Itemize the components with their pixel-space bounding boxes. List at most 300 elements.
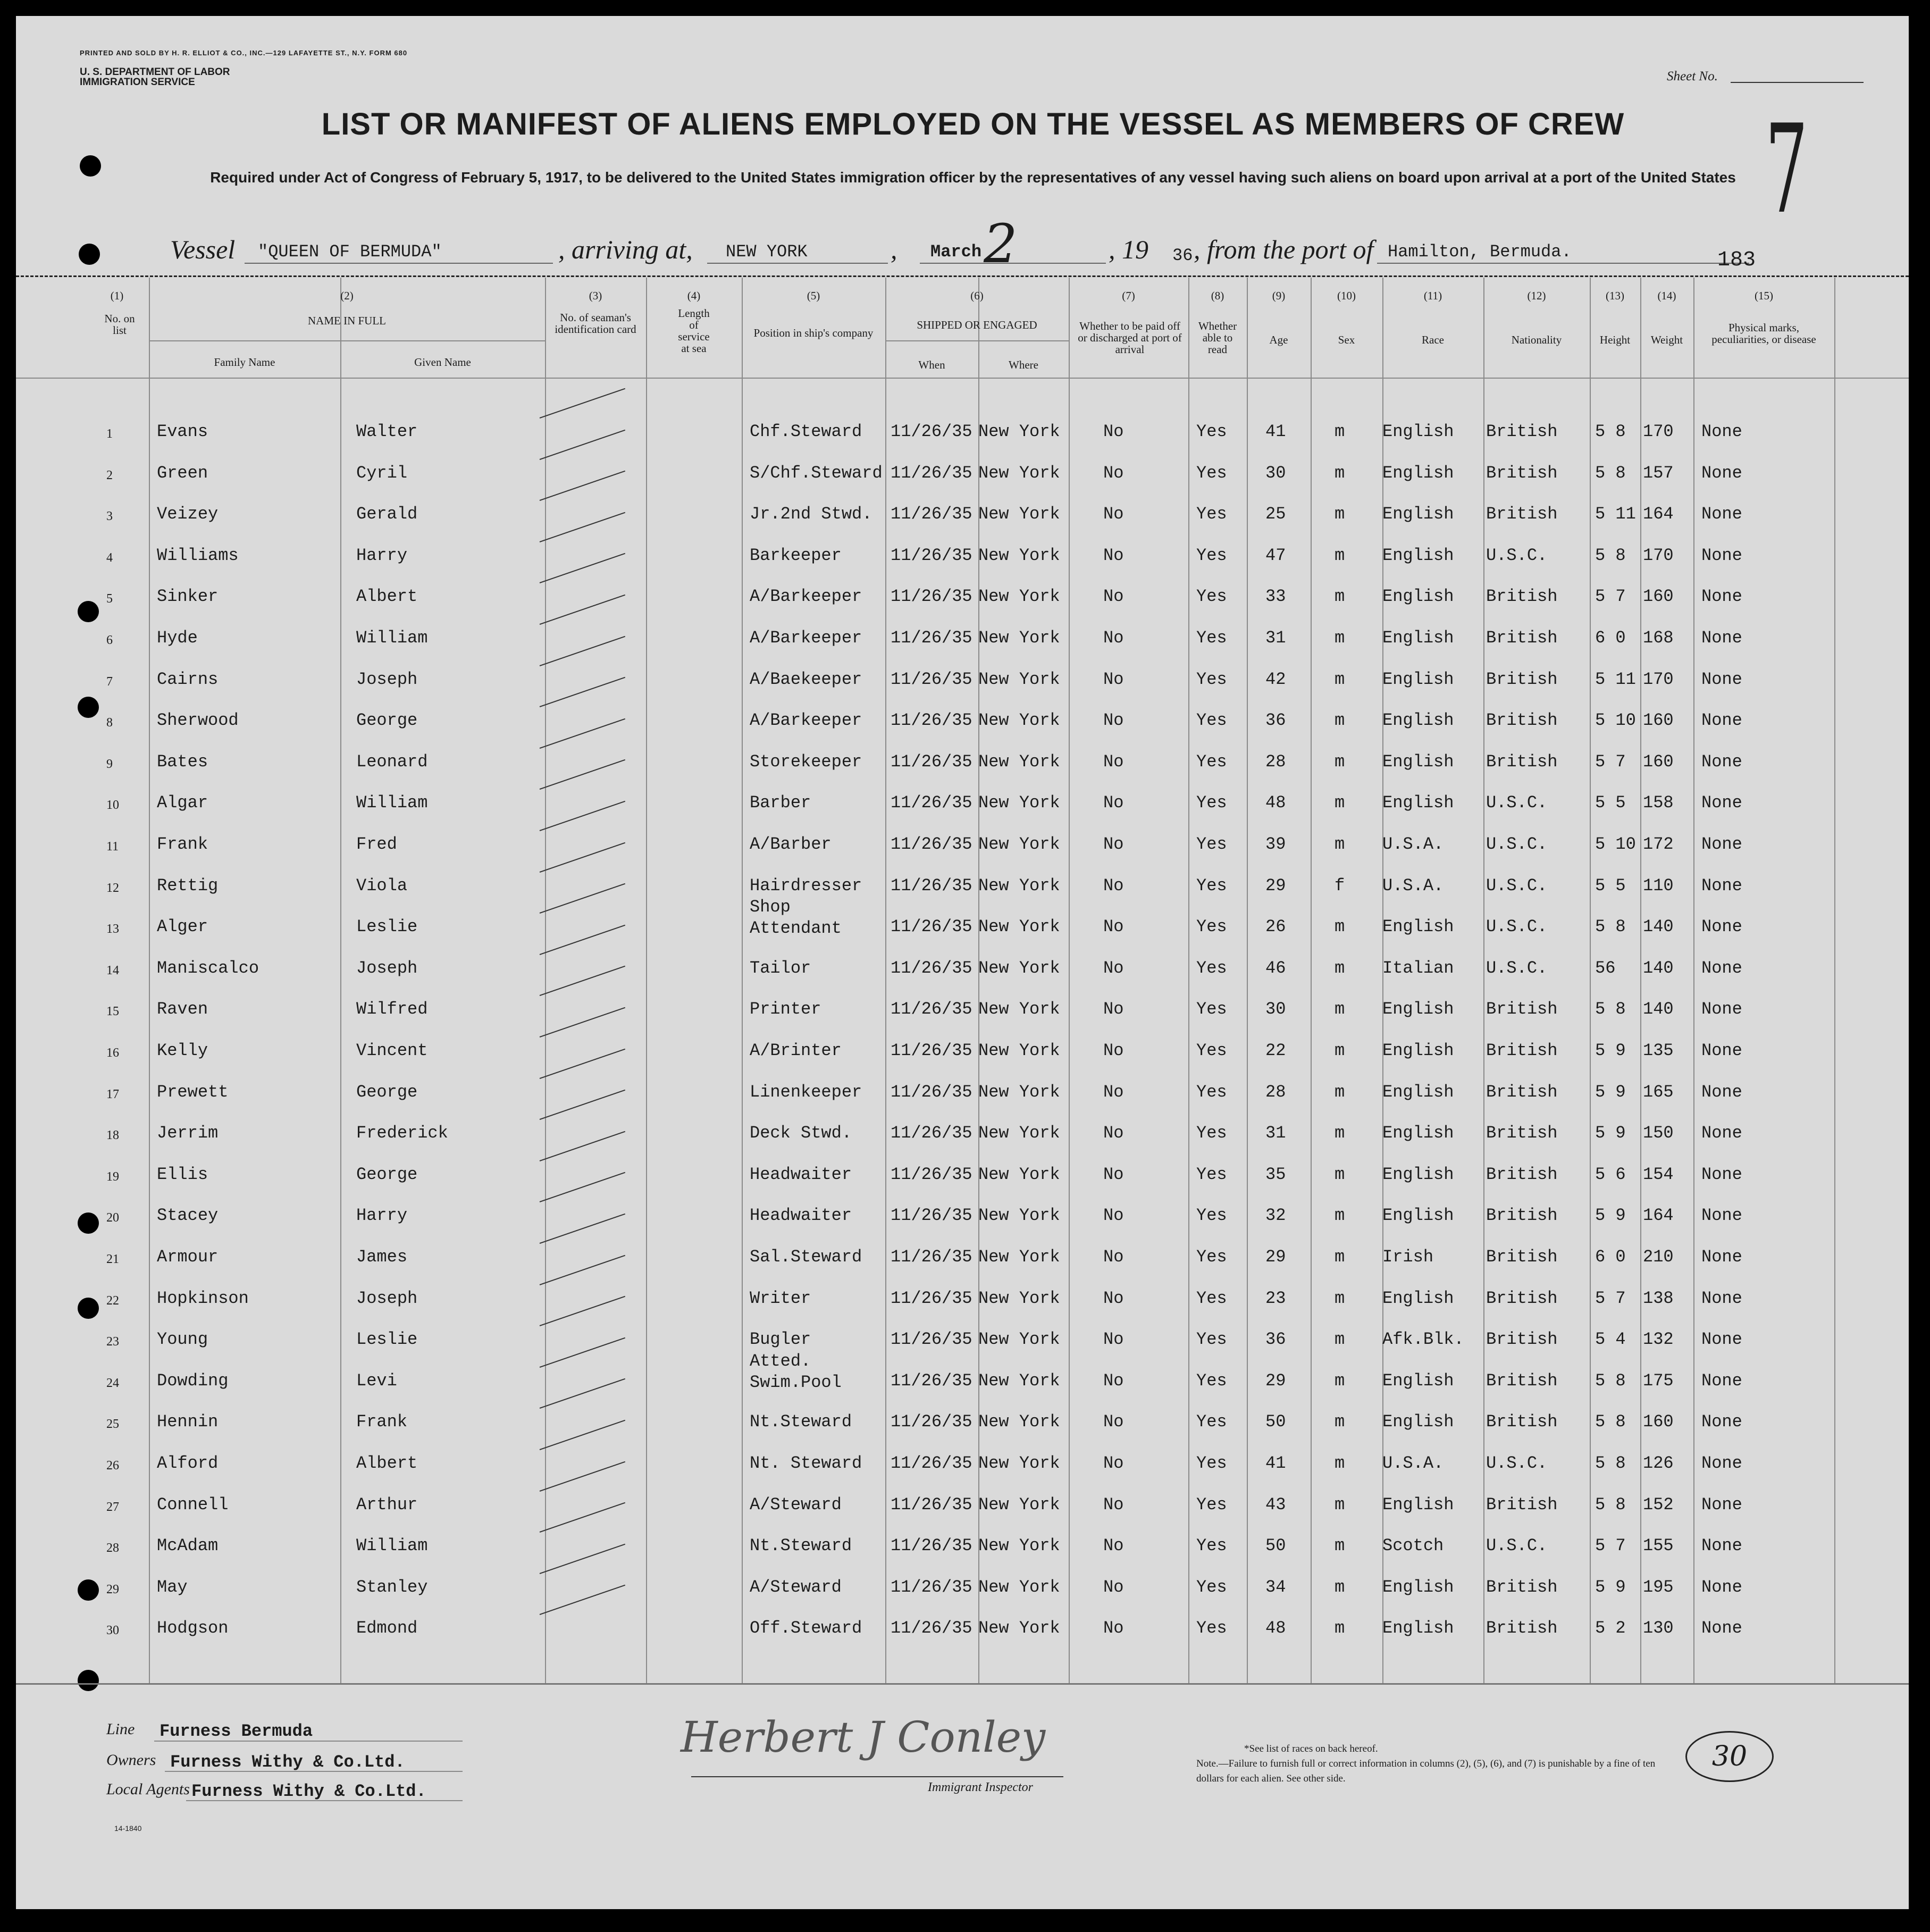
weight: 170: [1643, 422, 1674, 441]
position: Barber: [750, 793, 811, 813]
paid-off: No: [1103, 628, 1124, 648]
paid-off: No: [1103, 669, 1124, 689]
row-number: 2: [106, 468, 113, 482]
nationality: British: [1486, 751, 1558, 772]
position: A/Barkeeper: [750, 587, 862, 607]
id-card-check-mark: [540, 1420, 625, 1450]
family-name: McAdam: [157, 1536, 219, 1556]
col-divider: [1590, 278, 1591, 1683]
col-divider: [149, 278, 150, 1683]
nationality: U.S.C.: [1486, 834, 1548, 854]
id-card-check-mark: [540, 842, 625, 872]
height: 6 0: [1595, 628, 1626, 648]
age: 30: [1265, 463, 1286, 483]
given-name: William: [356, 793, 428, 813]
shipped-where: New York: [978, 1618, 1060, 1638]
shipped-when: 11/26/35: [891, 1329, 972, 1350]
given-name: Stanley: [356, 1577, 428, 1597]
sex: m: [1335, 917, 1345, 937]
race: English: [1382, 1618, 1454, 1638]
position: A/Steward: [750, 1577, 842, 1597]
sex: m: [1335, 1329, 1345, 1350]
punch-hole: [78, 697, 99, 718]
able-to-read: Yes: [1196, 1164, 1227, 1184]
race: English: [1382, 669, 1454, 689]
sex: m: [1335, 834, 1345, 854]
position: Chf.Steward: [750, 422, 862, 441]
arrival-date-line: [920, 263, 1106, 264]
nationality: British: [1486, 1577, 1558, 1597]
shipped-when: 11/26/35: [891, 710, 972, 731]
age: 50: [1265, 1412, 1286, 1432]
given-name: George: [356, 1164, 418, 1184]
col-divider: [1834, 278, 1835, 1683]
given-name: Harry: [356, 1206, 408, 1226]
id-card-check-mark: [540, 1048, 625, 1078]
weight: 138: [1643, 1288, 1674, 1308]
header-bottom-rule: [16, 378, 1909, 379]
nationality: British: [1486, 1370, 1558, 1391]
col8-num: (8): [1211, 289, 1224, 302]
given-name: Joseph: [356, 958, 418, 978]
shipped-when: 11/26/35: [891, 1164, 972, 1184]
able-to-read: Yes: [1196, 1288, 1227, 1308]
line-label: Line: [106, 1720, 135, 1738]
col-divider: [1188, 278, 1189, 1683]
sex: m: [1335, 958, 1345, 978]
service-name: IMMIGRATION SERVICE: [80, 77, 195, 88]
row-number: 28: [106, 1541, 119, 1555]
shipped-where: New York: [978, 628, 1060, 648]
position: Tailor: [750, 958, 811, 978]
id-card-check-mark: [540, 429, 625, 459]
row-number: 10: [106, 798, 119, 813]
able-to-read: Yes: [1196, 422, 1227, 441]
vessel-name-line: [245, 263, 553, 264]
race: English: [1382, 587, 1454, 607]
line-value: Furness Bermuda: [160, 1721, 313, 1741]
age: 30: [1265, 999, 1286, 1019]
id-card-check-mark: [540, 1214, 625, 1244]
paid-off: No: [1103, 504, 1124, 524]
given-name: Joseph: [356, 1288, 418, 1308]
nationality: U.S.C.: [1486, 545, 1548, 565]
race: English: [1382, 710, 1454, 731]
shipped-when: 11/26/35: [891, 628, 972, 648]
family-name: Hopkinson: [157, 1288, 249, 1308]
weight: 140: [1643, 958, 1674, 978]
shipped-when: 11/26/35: [891, 1041, 972, 1060]
row-number: 24: [106, 1376, 119, 1390]
shipped-where: New York: [978, 1536, 1060, 1556]
shipped-when: 11/26/35: [891, 587, 972, 607]
physical-marks: None: [1701, 1164, 1742, 1184]
able-to-read: Yes: [1196, 1123, 1227, 1143]
nationality: British: [1486, 1082, 1558, 1102]
row-number: 22: [106, 1293, 119, 1308]
row-number: 6: [106, 633, 113, 647]
height: 5 7: [1595, 1536, 1626, 1556]
given-name: Vincent: [356, 1041, 428, 1060]
height: 5 8: [1595, 545, 1626, 565]
given-name: Walter: [356, 422, 418, 441]
weight: 154: [1643, 1164, 1674, 1184]
col12-num: (12): [1527, 289, 1546, 302]
inspector-label: Immigrant Inspector: [928, 1780, 1033, 1794]
height: 5 4: [1595, 1329, 1626, 1350]
row-number: 7: [106, 674, 113, 689]
able-to-read: Yes: [1196, 628, 1227, 648]
paid-off: No: [1103, 422, 1124, 441]
able-to-read: Yes: [1196, 587, 1227, 607]
id-card-check-mark: [540, 512, 625, 542]
race: U.S.A.: [1382, 1453, 1444, 1473]
nationality: British: [1486, 1288, 1558, 1308]
family-name: May: [157, 1577, 188, 1597]
col13-num: (13): [1606, 289, 1624, 302]
position: Headwaiter: [750, 1164, 852, 1184]
nationality: British: [1486, 669, 1558, 689]
age: 29: [1265, 875, 1286, 896]
paid-off: No: [1103, 1494, 1124, 1515]
physical-marks: None: [1701, 875, 1742, 896]
col6-num: (6): [970, 289, 984, 302]
shipped-where: New York: [978, 545, 1060, 565]
physical-marks: None: [1701, 628, 1742, 648]
family-name: Hennin: [157, 1412, 219, 1432]
col-divider: [1483, 278, 1484, 1683]
col10-num: (10): [1337, 289, 1356, 302]
given-name: Frank: [356, 1412, 408, 1432]
row-number: 27: [106, 1500, 119, 1514]
able-to-read: Yes: [1196, 1329, 1227, 1350]
id-card-check-mark: [540, 718, 625, 749]
family-name: Rettig: [157, 875, 219, 896]
table-top-border: [16, 275, 1909, 277]
weight: 175: [1643, 1370, 1674, 1391]
year-prefix: , 19: [1109, 235, 1148, 264]
race: English: [1382, 628, 1454, 648]
row-number: 8: [106, 716, 113, 730]
able-to-read: Yes: [1196, 958, 1227, 978]
row-number: 21: [106, 1252, 119, 1266]
owners-label: Owners: [106, 1751, 156, 1769]
paid-off: No: [1103, 1041, 1124, 1060]
position: Printer: [750, 999, 821, 1019]
physical-marks: None: [1701, 710, 1742, 731]
age: 35: [1265, 1164, 1286, 1184]
position: Linenkeeper: [750, 1082, 862, 1102]
position: Hairdresser: [750, 875, 862, 896]
col-divider: [1069, 278, 1070, 1683]
given-name: Harry: [356, 545, 408, 565]
sex: f: [1335, 875, 1345, 896]
shipped-when: 11/26/35: [891, 793, 972, 813]
sex: m: [1335, 710, 1345, 731]
shipped-when: 11/26/35: [891, 545, 972, 565]
col9-num: (9): [1272, 289, 1286, 302]
col7-header: Whether to be paid off or discharged at port of arrival: [1078, 320, 1182, 356]
weight: 150: [1643, 1123, 1674, 1143]
agents-underline: [186, 1800, 463, 1801]
race: English: [1382, 1412, 1454, 1432]
family-name: Stacey: [157, 1206, 219, 1226]
shipped-where: New York: [978, 463, 1060, 483]
arriving-label: , arriving at,: [558, 235, 693, 264]
weight: 135: [1643, 1041, 1674, 1060]
able-to-read: Yes: [1196, 1041, 1227, 1060]
weight: 126: [1643, 1453, 1674, 1473]
able-to-read: Yes: [1196, 463, 1227, 483]
race: English: [1382, 1041, 1454, 1060]
shipped-when: 11/26/35: [891, 834, 972, 854]
physical-marks: None: [1701, 504, 1742, 524]
arrival-day-handwritten: 2: [984, 213, 1018, 275]
physical-marks: None: [1701, 545, 1742, 565]
department-name: U. S. DEPARTMENT OF LABOR: [80, 66, 230, 78]
race: English: [1382, 999, 1454, 1019]
row-number: 16: [106, 1046, 119, 1060]
shipped-when: 11/26/35: [891, 1082, 972, 1102]
id-card-check-mark: [540, 1007, 625, 1038]
sex: m: [1335, 1123, 1345, 1143]
given-name: Fred: [356, 834, 397, 854]
shipped-where: New York: [978, 1412, 1060, 1432]
position: Atted. Swim.Pool: [750, 1351, 842, 1392]
race: English: [1382, 463, 1454, 483]
id-card-check-mark: [540, 1378, 625, 1409]
col-divider: [646, 278, 647, 1683]
shipped-where: New York: [978, 1082, 1060, 1102]
paid-off: No: [1103, 834, 1124, 854]
punch-hole: [78, 1298, 99, 1319]
col10-header: Sex: [1338, 333, 1355, 346]
physical-marks: None: [1701, 751, 1742, 772]
col6-when-header: When: [918, 358, 945, 371]
age: 43: [1265, 1494, 1286, 1515]
race: Italian: [1382, 958, 1454, 978]
weight: 160: [1643, 710, 1674, 731]
sheet-number-line: [1731, 82, 1864, 83]
shipped-where: New York: [978, 1329, 1060, 1350]
physical-marks: None: [1701, 1329, 1742, 1350]
nationality: U.S.C.: [1486, 917, 1548, 937]
able-to-read: Yes: [1196, 1412, 1227, 1432]
age: 50: [1265, 1536, 1286, 1556]
age: 48: [1265, 793, 1286, 813]
col13-header: Height: [1599, 333, 1631, 346]
given-name: Leslie: [356, 1329, 418, 1350]
shipped-header-rule: [885, 340, 1069, 341]
id-card-check-mark: [540, 677, 625, 707]
shipped-when: 11/26/35: [891, 875, 972, 896]
shipped-when: 11/26/35: [891, 422, 972, 441]
row-number: 12: [106, 881, 119, 895]
race: English: [1382, 545, 1454, 565]
penalty-note: Note.—Failure to furnish full or correct information in columns (2), (5), (6), and (7) is punishable by a fine of ten dollars for each alien. See other side.: [1196, 1758, 1656, 1784]
race: English: [1382, 1206, 1454, 1226]
nationality: British: [1486, 1329, 1558, 1350]
vessel-name: "QUEEN OF BERMUDA": [258, 242, 442, 262]
nationality: British: [1486, 422, 1558, 441]
given-name: Frederick: [356, 1123, 448, 1143]
vessel-label: Vessel: [170, 235, 236, 264]
position: Deck Stwd.: [750, 1123, 852, 1143]
paid-off: No: [1103, 958, 1124, 978]
col6-header: SHIPPED OR ENGAGED: [917, 319, 1037, 331]
shipped-when: 11/26/35: [891, 463, 972, 483]
race: Afk.Blk.: [1382, 1329, 1464, 1350]
id-card-check-mark: [540, 759, 625, 790]
physical-marks: None: [1701, 1247, 1742, 1267]
id-card-check-mark: [540, 1585, 625, 1615]
weight: 160: [1643, 1412, 1674, 1432]
given-name: George: [356, 710, 418, 731]
age: 34: [1265, 1577, 1286, 1597]
sex: m: [1335, 1288, 1345, 1308]
sex: m: [1335, 587, 1345, 607]
shipped-when: 11/26/35: [891, 669, 972, 689]
row-number: 29: [106, 1582, 119, 1596]
position: Nt.Steward: [750, 1536, 852, 1556]
age: 28: [1265, 1082, 1286, 1102]
table-bottom-rule: [16, 1683, 1909, 1685]
agents-value: Furness Withy & Co.Ltd.: [191, 1782, 426, 1801]
origin-port: Hamilton, Bermuda.: [1388, 242, 1572, 262]
position: Nt.Steward: [750, 1412, 852, 1432]
shipped-where: New York: [978, 587, 1060, 607]
nationality: U.S.C.: [1486, 875, 1548, 896]
shipped-where: New York: [978, 1206, 1060, 1226]
able-to-read: Yes: [1196, 793, 1227, 813]
weight: 160: [1643, 751, 1674, 772]
nationality: U.S.C.: [1486, 958, 1548, 978]
weight: 158: [1643, 793, 1674, 813]
sex: m: [1335, 463, 1345, 483]
family-name: Sinker: [157, 587, 219, 607]
paid-off: No: [1103, 917, 1124, 937]
age: 23: [1265, 1288, 1286, 1308]
age: 22: [1265, 1041, 1286, 1060]
position: A/Barkeeper: [750, 628, 862, 648]
given-name: Edmond: [356, 1618, 418, 1638]
physical-marks: None: [1701, 1494, 1742, 1515]
weight: 130: [1643, 1618, 1674, 1638]
position: Jr.2nd Stwd.: [750, 504, 872, 524]
id-card-check-mark: [540, 553, 625, 583]
arrival-port-line: [707, 263, 888, 264]
race: English: [1382, 793, 1454, 813]
height: 5 11: [1595, 504, 1636, 524]
nationality: British: [1486, 587, 1558, 607]
family-name: Jerrim: [157, 1123, 219, 1143]
position: Storekeeper: [750, 751, 862, 772]
given-name: James: [356, 1247, 408, 1267]
shipped-where: New York: [978, 1453, 1060, 1473]
height: 5 8: [1595, 1370, 1626, 1391]
paid-off: No: [1103, 793, 1124, 813]
position: A/Barber: [750, 834, 832, 854]
able-to-read: Yes: [1196, 875, 1227, 896]
page-number: 183: [1717, 248, 1756, 272]
shipped-where: New York: [978, 1577, 1060, 1597]
position: Nt. Steward: [750, 1453, 862, 1473]
age: 26: [1265, 917, 1286, 937]
row-number: 25: [106, 1417, 119, 1432]
age: 47: [1265, 545, 1286, 565]
col1-num: (1): [110, 289, 124, 302]
family-name: Bates: [157, 751, 208, 772]
paid-off: No: [1103, 1453, 1124, 1473]
family-name: Raven: [157, 999, 208, 1019]
physical-marks: None: [1701, 1288, 1742, 1308]
document-title: LIST OR MANIFEST OF ALIENS EMPLOYED ON THE VESSEL AS MEMBERS OF CREW: [321, 107, 1625, 141]
position: Headwaiter: [750, 1206, 852, 1226]
height: 5 5: [1595, 875, 1626, 896]
row-number: 9: [106, 757, 113, 771]
height: 6 0: [1595, 1247, 1626, 1267]
paid-off: No: [1103, 1288, 1124, 1308]
race: Scotch: [1382, 1536, 1444, 1556]
nationality: British: [1486, 628, 1558, 648]
height: 5 8: [1595, 422, 1626, 441]
family-name: Kelly: [157, 1041, 208, 1060]
weight: 170: [1643, 669, 1674, 689]
physical-marks: None: [1701, 669, 1742, 689]
id-card-check-mark: [540, 388, 625, 419]
punch-hole: [78, 601, 99, 622]
col14-num: (14): [1657, 289, 1676, 302]
height: 5 8: [1595, 1453, 1626, 1473]
paid-off: No: [1103, 875, 1124, 896]
sex: m: [1335, 1453, 1345, 1473]
id-card-check-mark: [540, 595, 625, 625]
col-divider: [1247, 278, 1248, 1683]
physical-marks: None: [1701, 1536, 1742, 1556]
col2-header: NAME IN FULL: [308, 314, 386, 327]
family-name: Algar: [157, 793, 208, 813]
paid-off: No: [1103, 1123, 1124, 1143]
position: Sal.Steward: [750, 1247, 862, 1267]
col14-header: Weight: [1650, 333, 1683, 346]
sex: m: [1335, 545, 1345, 565]
weight: 164: [1643, 504, 1674, 524]
shipped-when: 11/26/35: [891, 999, 972, 1019]
able-to-read: Yes: [1196, 1082, 1227, 1102]
weight: 168: [1643, 628, 1674, 648]
race: Irish: [1382, 1247, 1434, 1267]
row-number: 11: [106, 840, 119, 854]
position: Barkeeper: [750, 545, 842, 565]
height: 5 11: [1595, 669, 1636, 689]
physical-marks: None: [1701, 917, 1742, 937]
shipped-when: 11/26/35: [891, 1206, 972, 1226]
able-to-read: Yes: [1196, 1494, 1227, 1515]
sex: m: [1335, 793, 1345, 813]
row-number: 23: [106, 1335, 119, 1349]
physical-marks: None: [1701, 1577, 1742, 1597]
punch-hole: [80, 155, 101, 177]
col-divider: [1693, 278, 1694, 1683]
physical-marks: None: [1701, 463, 1742, 483]
family-name: Hyde: [157, 628, 198, 648]
family-name: Alger: [157, 917, 208, 937]
shipped-when: 11/26/35: [891, 958, 972, 978]
row-number: 20: [106, 1211, 119, 1225]
physical-marks: None: [1701, 1082, 1742, 1102]
race: English: [1382, 1123, 1454, 1143]
family-name: Evans: [157, 422, 208, 441]
